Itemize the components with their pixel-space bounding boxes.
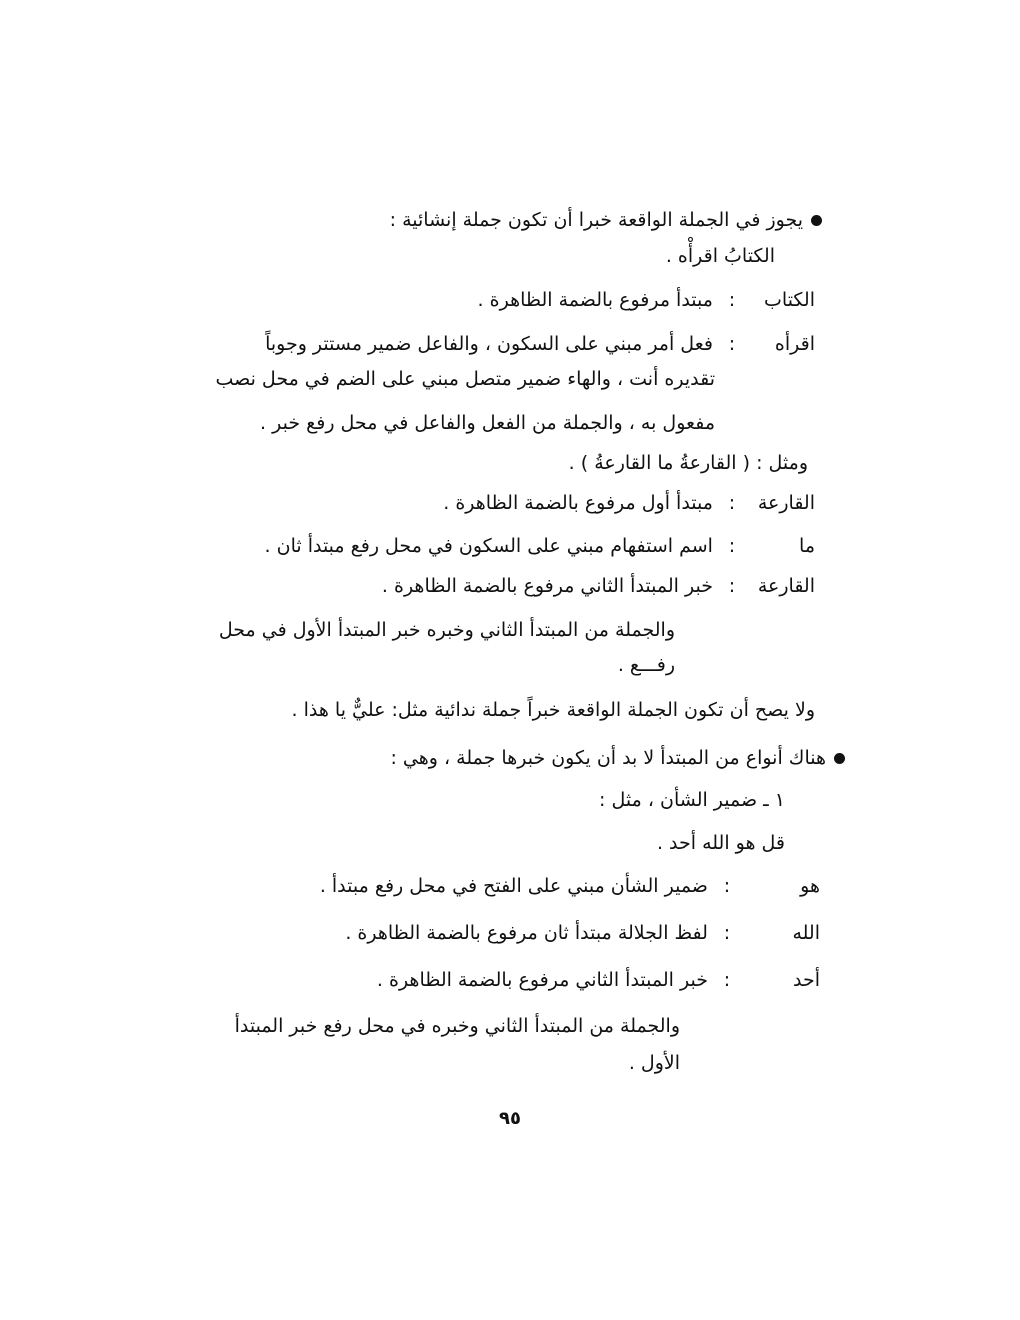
term: هو [800, 875, 820, 897]
analysis-row [443, 490, 815, 516]
colon: : [728, 289, 736, 311]
page-number: ٩٥ [499, 1108, 521, 1129]
colon: : [728, 535, 736, 557]
definition: اسم استفهام مبني على السكون في محل رفع مبتدأ ثان . [264, 535, 713, 557]
definition: مبتدأ مرفوع بالضمة الظاهرة . [477, 289, 713, 311]
term: الله [792, 922, 820, 944]
analysis-row [320, 873, 820, 899]
note-line: والجملة من المبتدأ الثاني وخبره خبر المبتدأ الأول في محل [218, 619, 675, 641]
heading-text: يجوز في الجملة الواقعة خبرا أن تكون جملة إنشائية : [389, 209, 803, 231]
term: اقرأه [774, 333, 815, 355]
colon: : [728, 333, 736, 355]
term: القارعة [757, 492, 815, 514]
colon: : [723, 969, 731, 991]
list-item: ١ ـ ضمير الشأن ، مثل : [599, 789, 785, 811]
analysis-row [345, 920, 820, 946]
note-line: ولا يصح أن تكون الجملة الواقعة خبراً جملة ندائية مثل: عليٌّ يا هذا . [291, 699, 815, 721]
definition: مبتدأ أول مرفوع بالضمة الظاهرة . [443, 492, 713, 514]
note-line: رفـــع . [617, 654, 675, 676]
continuation-line: مفعول به ، والجملة من الفعل والفاعل في محل رفع خبر . [260, 412, 715, 434]
section1-example: الكتابُ اقرأْه . [665, 245, 775, 267]
term: أحد [793, 969, 820, 991]
bullet-icon [834, 753, 845, 764]
definition: فعل أمر مبني على السكون ، والفاعل ضمير مستتر وجوباً [265, 333, 713, 355]
continuation-line: تقديره أنت ، والهاء ضمير متصل مبني على الضم في محل نصب [215, 368, 715, 390]
colon: : [723, 922, 731, 944]
analysis-row [382, 573, 815, 599]
term: ما [799, 535, 815, 557]
note-line: الأول . [628, 1052, 680, 1074]
analysis-row [377, 967, 820, 993]
heading-text: هناك أنواع من المبتدأ لا بد أن يكون خبرها جملة ، وهي : [390, 747, 826, 769]
bullet-icon [811, 215, 822, 226]
term: القارعة [757, 575, 815, 597]
example-quote: قل هو الله أحد . [656, 832, 785, 854]
analysis-row [478, 287, 815, 313]
colon: : [728, 575, 736, 597]
analysis-row [265, 331, 815, 357]
analysis-row [265, 533, 815, 559]
note-line: والجملة من المبتدأ الثاني وخبره في محل رفع خبر المبتدأ [234, 1015, 680, 1037]
colon: : [728, 492, 736, 514]
colon: : [723, 875, 731, 897]
definition: خبر المبتدأ الثاني مرفوع بالضمة الظاهرة . [376, 969, 708, 991]
term: الكتاب [764, 289, 815, 311]
example-2: ومثل : ( القارعةُ ما القارعةُ ) . [568, 452, 808, 474]
section2-heading [390, 745, 845, 771]
definition: خبر المبتدأ الثاني مرفوع بالضمة الظاهرة . [381, 575, 713, 597]
definition: ضمير الشأن مبني على الفتح في محل رفع مبتدأ . [319, 875, 708, 897]
section1-heading [390, 207, 822, 233]
definition: لفظ الجلالة مبتدأ ثان مرفوع بالضمة الظاهرة . [345, 922, 708, 944]
